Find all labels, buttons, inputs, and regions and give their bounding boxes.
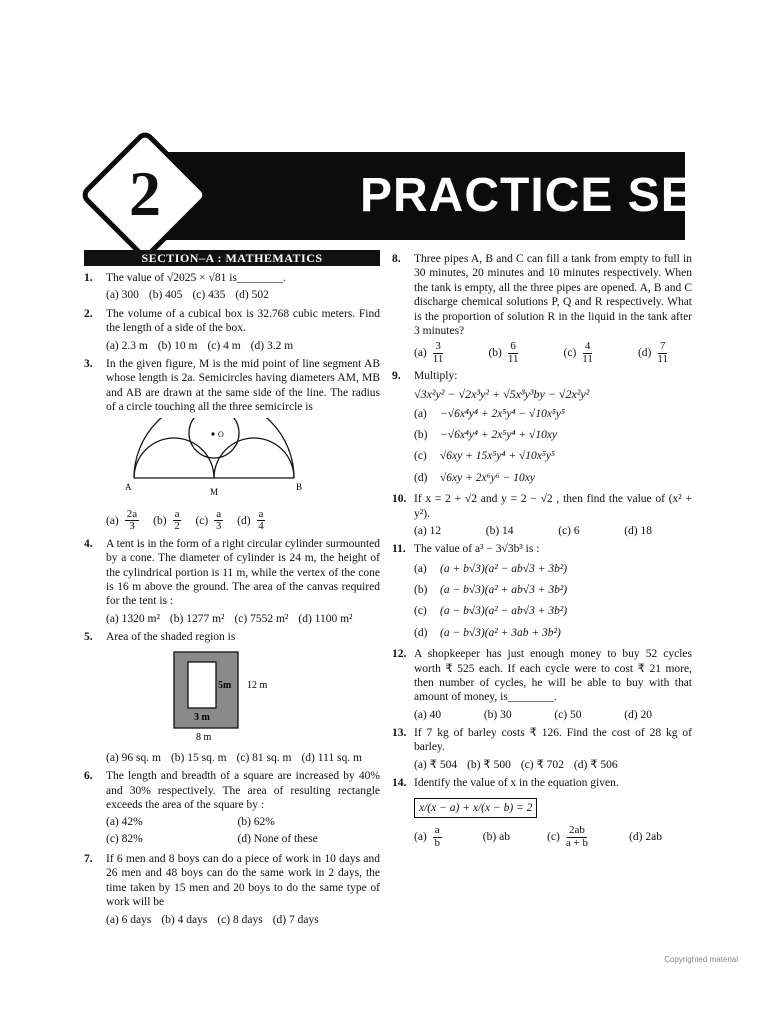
option-label: (a) bbox=[106, 514, 119, 527]
option-c[interactable]: (c) 50 bbox=[554, 708, 582, 721]
question-text: The length and breadth of a square are increased by 40% and 30% respectively. The area of resulting rectangle exceeds the area of the square by : bbox=[106, 770, 380, 811]
option-a[interactable]: (a) 42% bbox=[106, 816, 143, 829]
question-text: The value of √2025 × √81 is________. bbox=[106, 272, 286, 284]
question-number: 14. bbox=[392, 777, 407, 790]
option-label: (d) bbox=[629, 830, 643, 843]
option-d[interactable]: (d) 111 sq. m bbox=[301, 751, 362, 764]
option-value: 2ab bbox=[645, 830, 662, 843]
option-b[interactable]: (b) 14 bbox=[485, 524, 514, 537]
question-text: If 6 men and 8 boys can do a piece of work in 10 days and 26 men and 48 boys can do the same work in 2 days, the time taken by 15 men and 20 boys to do the same type of work will be bbox=[106, 853, 380, 909]
fraction bbox=[657, 341, 668, 365]
denominator: b bbox=[434, 836, 440, 849]
option-c[interactable]: (c) 82% bbox=[106, 832, 143, 845]
option-d[interactable]: (d) 18 bbox=[624, 524, 652, 537]
options-q3 bbox=[106, 509, 380, 533]
question-11 bbox=[392, 542, 692, 556]
question-number: 4. bbox=[84, 537, 93, 550]
question-number: 8. bbox=[392, 253, 401, 265]
option-label: (a) bbox=[414, 830, 427, 843]
question-4 bbox=[84, 537, 380, 609]
option-c[interactable]: (c) 8 days bbox=[217, 913, 263, 926]
option-d[interactable]: (d) 20 bbox=[624, 708, 652, 721]
options-q1 bbox=[106, 288, 380, 302]
option-c[interactable]: (c) 4 m bbox=[207, 339, 241, 352]
option-b[interactable]: (b) 4 days bbox=[161, 913, 208, 926]
numerator: a bbox=[258, 507, 264, 520]
option-value: (a − b√3)(a² − ab√3 + 3b²) bbox=[440, 605, 568, 618]
question-number: 9. bbox=[392, 370, 401, 383]
option-c[interactable]: (c) ₹ 702 bbox=[520, 758, 564, 771]
numerator: 2a bbox=[126, 507, 138, 520]
option-a[interactable]: (a) 1320 m² bbox=[106, 612, 160, 625]
question-6 bbox=[84, 769, 380, 812]
option-c[interactable]: (c) 435 bbox=[192, 289, 226, 302]
numerator: a bbox=[174, 507, 180, 520]
option-c[interactable]: (c) 7552 m² bbox=[234, 612, 289, 625]
option-label: (a) bbox=[414, 347, 427, 360]
question-13 bbox=[392, 726, 692, 755]
fraction bbox=[214, 509, 223, 533]
label-m: M bbox=[210, 487, 219, 498]
label-inner-height: 5m bbox=[218, 680, 232, 692]
right-semicircle bbox=[214, 438, 294, 478]
question-9 bbox=[392, 369, 692, 383]
option-value: −√6x⁴y⁴ + 2x⁵y⁴ + √10xy bbox=[440, 429, 558, 442]
option-d[interactable] bbox=[414, 471, 692, 485]
question-text: The volume of a cubical box is 32.768 cubic meters. Find the length of a side of the box. bbox=[106, 307, 380, 335]
question-text: In the given figure, M is the mid point of line segment AB whose length is 2a. Semicircles having diameters AM, MB and AB are drawn at the same side of the line. The radius of a circle touching all the three semicircle is bbox=[106, 357, 380, 413]
label-b: B bbox=[296, 482, 303, 493]
fraction bbox=[125, 509, 139, 533]
option-d[interactable] bbox=[414, 626, 692, 640]
option-b[interactable]: (b) 30 bbox=[483, 708, 512, 721]
option-b[interactable]: (b) 10 m bbox=[157, 339, 198, 352]
option-value: −√6x⁴y⁴ + 2x⁵y⁴ − √10x⁵y⁵ bbox=[440, 407, 566, 420]
right-column bbox=[392, 252, 692, 853]
question-text: A shopkeeper has just enough money to buy 52 cycles worth ₹ 525 each. If each cycle were to cost ₹ 21 more, then number of cycles, he will be able to buy with that amount of money, is________. bbox=[414, 648, 692, 704]
fraction bbox=[508, 341, 519, 365]
question-12 bbox=[392, 647, 692, 705]
option-a[interactable]: (a) 12 bbox=[414, 524, 442, 537]
fraction bbox=[582, 341, 593, 365]
option-a[interactable] bbox=[414, 825, 442, 849]
question-2 bbox=[84, 307, 380, 336]
question-text: A tent is in the form of a right circular cylinder surmounted by a cone. The diameter of cylinder is 24 m, the height of the cylindrical portion is 11 m, while the vertex of the cone is 16 m above the ground. The area of the canvas required for the tent is : bbox=[106, 537, 380, 608]
label-outer-height: 12 m bbox=[247, 680, 268, 692]
option-a[interactable]: (a) 40 bbox=[414, 708, 442, 721]
option-c[interactable] bbox=[414, 604, 692, 618]
question-text: Multiply: bbox=[414, 370, 458, 383]
option-b[interactable]: (b) 15 sq. m bbox=[170, 751, 227, 764]
question-text: Area of the shaded region is bbox=[106, 631, 236, 644]
option-label: (d) bbox=[237, 514, 251, 527]
denominator: 11 bbox=[582, 352, 593, 365]
question-text: Identify the value of x in the equation given. bbox=[414, 777, 619, 790]
section-header: SECTION–A : MATHEMATICS bbox=[84, 250, 380, 266]
option-value: (a + b√3)(a² − ab√3 + 3b²) bbox=[440, 562, 568, 575]
option-c[interactable] bbox=[564, 341, 593, 365]
options-q13 bbox=[414, 758, 692, 772]
option-value: ab bbox=[499, 830, 510, 843]
option-a[interactable] bbox=[414, 407, 692, 421]
denominator: 4 bbox=[258, 520, 264, 533]
option-label: (a) bbox=[414, 562, 427, 575]
option-label: (b) bbox=[414, 429, 428, 442]
options-q8 bbox=[414, 341, 682, 365]
semicircle-diagram bbox=[124, 418, 304, 498]
question-number: 12. bbox=[392, 648, 407, 661]
question-text: If x = 2 + √2 and y = 2 − √2 , then find the value of (x² + y²). bbox=[414, 493, 692, 520]
semicircle-figure bbox=[124, 418, 380, 502]
denominator: 2 bbox=[174, 520, 180, 533]
boxed-equation: x/(x − a) + x/(x − b) = 2 bbox=[414, 798, 537, 818]
option-label: (c) bbox=[547, 830, 560, 843]
question-14 bbox=[392, 776, 692, 790]
option-d[interactable]: (d) 7 days bbox=[272, 913, 319, 926]
question-10 bbox=[392, 492, 692, 521]
option-b[interactable]: (b) 1277 m² bbox=[169, 612, 225, 625]
denominator: 3 bbox=[215, 520, 222, 533]
question-5 bbox=[84, 630, 380, 644]
option-a[interactable]: (a) 300 bbox=[106, 289, 139, 302]
option-d[interactable]: (d) ₹ 506 bbox=[573, 758, 618, 771]
left-column bbox=[84, 250, 380, 931]
fraction bbox=[433, 825, 442, 849]
inner-rectangle bbox=[188, 662, 216, 708]
inscribed-circle bbox=[189, 418, 239, 458]
option-b[interactable] bbox=[414, 583, 692, 597]
numerator: 6 bbox=[510, 340, 516, 353]
large-semicircle bbox=[134, 418, 294, 478]
fraction bbox=[433, 341, 444, 365]
option-c[interactable] bbox=[547, 825, 588, 849]
options-q14 bbox=[414, 825, 672, 849]
fraction bbox=[173, 509, 182, 533]
option-value: (a − b√3)(a² + ab√3 + 3b²) bbox=[440, 584, 568, 597]
numerator: a bbox=[216, 507, 222, 520]
numerator: 3 bbox=[435, 340, 441, 353]
option-b[interactable] bbox=[488, 341, 518, 365]
option-d[interactable]: (d) 502 bbox=[235, 289, 269, 302]
option-d[interactable] bbox=[638, 341, 668, 365]
option-a[interactable] bbox=[414, 341, 443, 365]
option-c[interactable] bbox=[195, 509, 223, 533]
option-a[interactable]: (a) ₹ 504 bbox=[414, 758, 458, 771]
question-text: If 7 kg of barley costs ₹ 126. Find the cost of 28 kg of barley. bbox=[414, 727, 692, 754]
options-q12 bbox=[414, 708, 662, 722]
shaded-region-diagram bbox=[154, 650, 314, 742]
option-c[interactable]: (c) 6 bbox=[558, 524, 580, 537]
question-number: 2. bbox=[84, 307, 93, 320]
option-label: (c) bbox=[414, 605, 427, 618]
option-label: (b) bbox=[153, 514, 167, 527]
label-outer-width: 8 m bbox=[196, 732, 212, 743]
option-b[interactable] bbox=[153, 509, 181, 533]
option-c[interactable]: (c) 81 sq. m bbox=[236, 751, 292, 764]
page-title: PRACTICE SET bbox=[360, 169, 725, 222]
option-label: (b) bbox=[488, 347, 502, 360]
option-b[interactable] bbox=[483, 830, 510, 844]
option-a[interactable] bbox=[414, 562, 692, 576]
option-a[interactable]: (a) 96 sq. m bbox=[106, 751, 161, 764]
options-q4 bbox=[106, 612, 380, 626]
denominator: 11 bbox=[432, 352, 444, 365]
option-label: (a) bbox=[414, 407, 427, 420]
question-1 bbox=[84, 271, 380, 285]
option-value: √6xy + 2x⁶y⁶ − 10xy bbox=[440, 471, 535, 484]
option-d[interactable]: (d) 3.2 m bbox=[250, 339, 294, 352]
question-number: 11. bbox=[392, 543, 406, 556]
option-b[interactable] bbox=[414, 428, 692, 442]
denominator: a + b bbox=[565, 836, 588, 849]
question-number: 6. bbox=[84, 770, 93, 783]
option-label: (c) bbox=[195, 514, 209, 527]
fraction bbox=[566, 825, 588, 849]
question-7 bbox=[84, 852, 380, 910]
option-c[interactable] bbox=[414, 449, 692, 463]
label-inner-width: 3 m bbox=[194, 712, 210, 724]
option-label: (b) bbox=[482, 830, 497, 843]
numerator: 4 bbox=[584, 340, 591, 353]
option-d[interactable] bbox=[629, 830, 662, 844]
options-q10 bbox=[414, 524, 662, 538]
options-q5 bbox=[106, 751, 380, 765]
option-d[interactable]: (d) 1100 m² bbox=[298, 612, 353, 625]
question-text: Three pipes A, B and C can fill a tank from empty to full in 30 minutes, 20 minutes and 10 minutes respectively. When the tank is empty, all the three pipes are opened. A, B and C discharge chemical solutions P, Q and R respectively. What is the proportion of solution R in the liquid in the tank after 3 minutes? bbox=[414, 253, 692, 337]
option-a[interactable]: (a) 2.3 m bbox=[106, 339, 148, 352]
question-number: 7. bbox=[84, 853, 93, 866]
option-b[interactable]: (b) ₹ 500 bbox=[467, 758, 511, 771]
option-a[interactable]: (a) 6 days bbox=[106, 913, 152, 926]
set-number-badge bbox=[80, 130, 210, 260]
option-label: (c) bbox=[414, 450, 427, 463]
numerator: a bbox=[434, 823, 440, 836]
set-number: 2 bbox=[129, 158, 161, 229]
option-value: (a − b√3)(a² + 3ab + 3b²) bbox=[440, 626, 561, 639]
options-q6 bbox=[106, 815, 380, 848]
question-number: 1. bbox=[84, 272, 93, 284]
question-3 bbox=[84, 357, 380, 415]
expression: √3x²y² − √2x³y² + √5x³y³by − √2x²y² bbox=[414, 386, 590, 401]
option-d[interactable]: (d) None of these bbox=[237, 832, 318, 845]
option-value: √6xy + 15x⁵y⁴ + √10x⁵y⁵ bbox=[440, 450, 556, 463]
options-q2 bbox=[106, 339, 380, 353]
option-a[interactable] bbox=[106, 509, 139, 533]
option-b[interactable]: (b) 405 bbox=[148, 289, 183, 302]
question-8 bbox=[392, 252, 692, 338]
option-label: (c) bbox=[563, 347, 577, 360]
denominator: 11 bbox=[657, 352, 668, 365]
center-dot bbox=[211, 433, 214, 436]
option-b[interactable]: (b) 62% bbox=[237, 816, 275, 829]
question-number: 10. bbox=[392, 493, 407, 506]
option-d[interactable] bbox=[237, 509, 265, 533]
question-number: 5. bbox=[84, 631, 93, 644]
option-label: (d) bbox=[414, 626, 428, 639]
question-text: The value of a³ − 3√3b³ is : bbox=[414, 543, 540, 556]
numerator: 7 bbox=[659, 340, 666, 353]
denominator: 3 bbox=[129, 520, 135, 533]
fraction bbox=[257, 509, 266, 533]
option-label: (d) bbox=[637, 347, 652, 360]
question-number: 3. bbox=[84, 357, 93, 370]
options-q7 bbox=[106, 913, 380, 927]
shaded-region-figure bbox=[154, 650, 380, 746]
option-label: (d) bbox=[414, 471, 428, 484]
question-number: 13. bbox=[392, 727, 407, 740]
label-a: A bbox=[125, 482, 132, 493]
numerator: 2ab bbox=[568, 823, 585, 836]
denominator: 11 bbox=[507, 352, 519, 365]
copyright-notice: Copyrighted material bbox=[664, 955, 738, 964]
left-semicircle bbox=[134, 438, 214, 478]
option-label: (b) bbox=[414, 584, 428, 597]
label-o: O bbox=[218, 430, 224, 440]
